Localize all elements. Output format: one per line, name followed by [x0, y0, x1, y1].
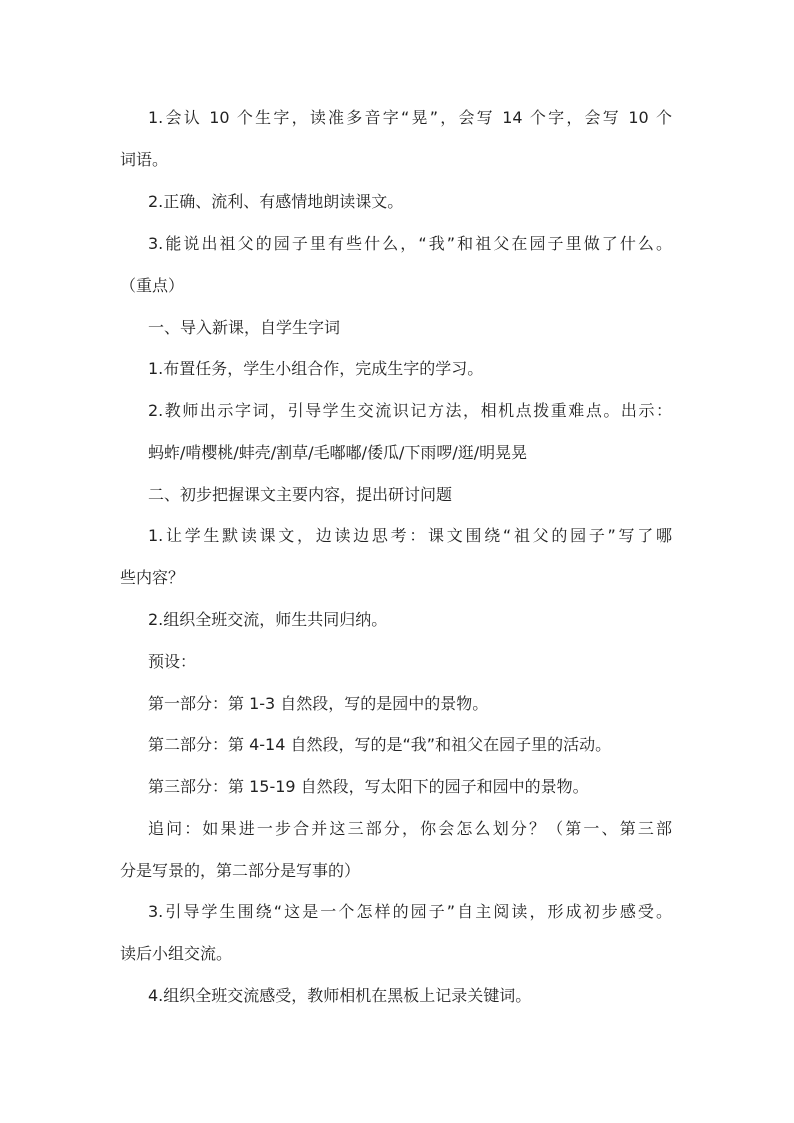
step-2-3-line-1 [148, 902, 708, 922]
objective-3-line-2: （重点） [120, 276, 185, 295]
vocabulary-list: 蚂蚱/啃樱桃/蚌壳/割草/毛嘟嘟/倭瓜/下雨啰/逛/明晃晃 [148, 443, 528, 462]
step-1-1: 1.布置任务，学生小组合作，完成生字的学习。 [148, 359, 484, 378]
step-2-1-line-1 [148, 526, 708, 546]
preset-label: 预设： [148, 652, 197, 671]
section-heading-1: 一、导入新课，自学生字词 [148, 318, 341, 337]
follow-up-line-1 [148, 819, 708, 839]
step-2-2: 2.组织全班交流，师生共同归纳。 [148, 610, 388, 629]
objective-1-line-1 [148, 108, 708, 128]
step-2-1-line-2: 些内容？ [120, 568, 185, 587]
objective-1-line-2: 词语。 [120, 150, 169, 169]
part-1: 第一部分：第 1-3 自然段，写的是园中的景物。 [148, 694, 489, 713]
text-line: 1.会认 10 个生字，读准多音字“晃”，会写 14 个字，会写 10 个 [148, 108, 672, 127]
text-line: 3.引导学生围绕“这是一个怎样的园子”自主阅读，形成初步感受。 [148, 902, 672, 921]
step-2-4: 4.组织全班交流感受，教师相机在黑板上记录关键词。 [148, 986, 532, 1005]
section-heading-2: 二、初步把握课文主要内容，提出研讨问题 [148, 485, 453, 504]
text-line: 2.教师出示字词，引导学生交流识记方法，相机点拨重难点。出示： [148, 401, 672, 420]
objective-3-line-1 [148, 234, 708, 254]
text-line: 3.能说出祖父的园子里有些什么，“我”和祖父在园子里做了什么。 [148, 234, 672, 253]
part-3: 第三部分：第 15-19 自然段，写太阳下的园子和园中的景物。 [148, 777, 589, 796]
follow-up-line-2: 分是写景的，第二部分是写事的） [120, 861, 361, 880]
step-2-3-line-2: 读后小组交流。 [120, 944, 233, 963]
objective-2: 2.正确、流利、有感情地朗读课文。 [148, 192, 404, 211]
text-line: 1.让学生默读课文，边读边思考：课文围绕“祖父的园子”写了哪 [148, 526, 672, 545]
text-line: 追问：如果进一步合并这三部分，你会怎么划分？（第一、第三部 [148, 819, 672, 838]
part-2: 第二部分：第 4-14 自然段，写的是“我”和祖父在园子里的活动。 [148, 735, 612, 754]
step-1-2 [148, 401, 708, 421]
